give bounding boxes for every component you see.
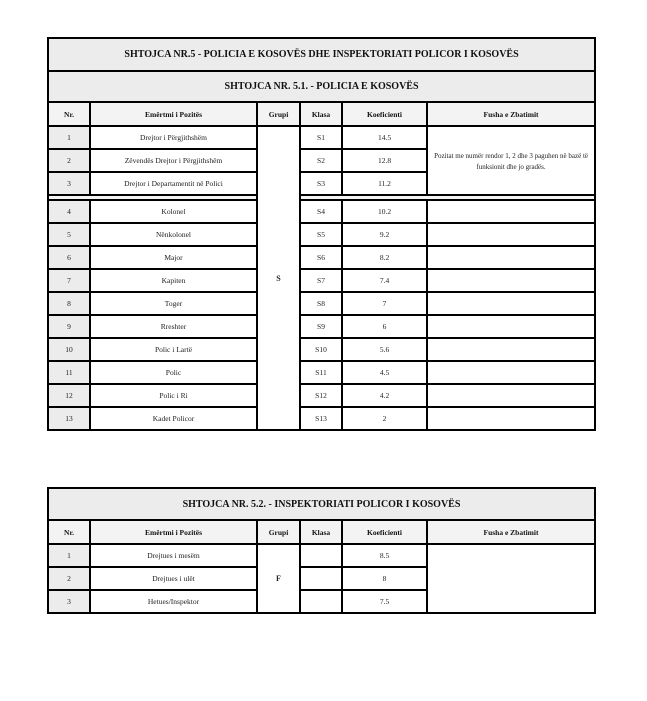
- scope-cell: [427, 384, 595, 407]
- row-number: 2: [48, 567, 90, 590]
- col-header-coefficient: Koeficienti: [342, 102, 427, 126]
- coefficient-cell: 2: [342, 407, 427, 430]
- class-cell: S4: [300, 200, 342, 223]
- class-cell: S8: [300, 292, 342, 315]
- coefficient-cell: 9.2: [342, 223, 427, 246]
- row-number: 11: [48, 361, 90, 384]
- class-cell: S1: [300, 126, 342, 149]
- table-row: [48, 246, 595, 269]
- position-name: Nënkolonel: [90, 223, 257, 246]
- col-header-scope: Fusha e Zbatimit: [427, 102, 595, 126]
- table-policia-e-kosoves: [47, 37, 596, 431]
- coefficient-cell: 4.2: [342, 384, 427, 407]
- class-cell: [300, 590, 342, 613]
- position-name: Drejtues i mesëm: [90, 544, 257, 567]
- coefficient-cell: 14.5: [342, 126, 427, 149]
- row-number: 2: [48, 149, 90, 172]
- col-header-scope: Fusha e Zbatimit: [427, 520, 595, 544]
- scope-cell: [427, 246, 595, 269]
- class-cell: S10: [300, 338, 342, 361]
- position-name: Kadet Policor: [90, 407, 257, 430]
- table-row: [48, 126, 595, 149]
- coefficient-cell: 5.6: [342, 338, 427, 361]
- coefficient-cell: 4.5: [342, 361, 427, 384]
- col-header-nr: Nr.: [48, 102, 90, 126]
- table-row: [48, 200, 595, 223]
- table-row: [48, 315, 595, 338]
- class-cell: S12: [300, 384, 342, 407]
- col-header-nr: Nr.: [48, 520, 90, 544]
- row-number: 8: [48, 292, 90, 315]
- scope-cell: [427, 315, 595, 338]
- class-cell: S11: [300, 361, 342, 384]
- position-name: Toger: [90, 292, 257, 315]
- table1-header-row: [48, 102, 595, 126]
- position-name: Polic: [90, 361, 257, 384]
- row-number: 13: [48, 407, 90, 430]
- row-number: 6: [48, 246, 90, 269]
- table-row: [48, 544, 595, 567]
- row-number: 1: [48, 544, 90, 567]
- col-header-group: Grupi: [257, 520, 300, 544]
- position-name: Hetues/Inspektor: [90, 590, 257, 613]
- table-row: [48, 407, 595, 430]
- class-cell: S13: [300, 407, 342, 430]
- scope-cell: [427, 361, 595, 384]
- row-number: 12: [48, 384, 90, 407]
- table-row: [48, 361, 595, 384]
- coefficient-cell: 10.2: [342, 200, 427, 223]
- table-row: [48, 223, 595, 246]
- col-header-name: Emërtmi i Pozitës: [90, 102, 257, 126]
- table-row: [48, 338, 595, 361]
- coefficient-cell: 7.5: [342, 590, 427, 613]
- class-cell: [300, 544, 342, 567]
- scope-cell: [427, 407, 595, 430]
- table-inspektoriati-policor: [47, 487, 596, 614]
- coefficient-cell: 8.2: [342, 246, 427, 269]
- col-header-coefficient: Koeficienti: [342, 520, 427, 544]
- col-header-group: Grupi: [257, 102, 300, 126]
- coefficient-cell: 7.4: [342, 269, 427, 292]
- table-row: [48, 269, 595, 292]
- class-cell: S5: [300, 223, 342, 246]
- group-cell: F: [257, 544, 300, 613]
- class-cell: S7: [300, 269, 342, 292]
- position-name: Zëvendës Drejtor i Përgjithshëm: [90, 149, 257, 172]
- table-row: [48, 384, 595, 407]
- position-name: Drejtues i ulët: [90, 567, 257, 590]
- scope-cell: [427, 544, 595, 613]
- scope-cell: [427, 338, 595, 361]
- class-cell: [300, 567, 342, 590]
- row-number: 1: [48, 126, 90, 149]
- scope-note: Pozitat me numër rendor 1, 2 dhe 3 paguhen në bazë të funksionit dhe jo gradës.: [427, 126, 595, 195]
- class-cell: S6: [300, 246, 342, 269]
- position-name: Kapiten: [90, 269, 257, 292]
- position-name: Rreshter: [90, 315, 257, 338]
- position-name: Drejtor i Përgjithshëm: [90, 126, 257, 149]
- position-name: Polic i Ri: [90, 384, 257, 407]
- coefficient-cell: 6: [342, 315, 427, 338]
- group-cell: S: [257, 126, 300, 430]
- position-name: Major: [90, 246, 257, 269]
- position-name: Polic i Lartë: [90, 338, 257, 361]
- table-row: [48, 292, 595, 315]
- coefficient-cell: 8.5: [342, 544, 427, 567]
- row-number: 5: [48, 223, 90, 246]
- scope-cell: [427, 200, 595, 223]
- coefficient-cell: 8: [342, 567, 427, 590]
- scope-cell: [427, 292, 595, 315]
- table1-title: SHTOJCA NR. 5.1. - POLICIA E KOSOVËS: [48, 71, 595, 102]
- coefficient-cell: 11.2: [342, 172, 427, 195]
- coefficient-cell: 12.8: [342, 149, 427, 172]
- table2-header-row: [48, 520, 595, 544]
- scope-cell: [427, 223, 595, 246]
- table2-title: SHTOJCA NR. 5.2. - INSPEKTORIATI POLICOR I KOSOVËS: [48, 488, 595, 520]
- row-number: 10: [48, 338, 90, 361]
- col-header-class: Klasa: [300, 102, 342, 126]
- row-number: 3: [48, 172, 90, 195]
- row-number: 3: [48, 590, 90, 613]
- position-name: Drejtor i Departamentit në Polici: [90, 172, 257, 195]
- position-name: Kolonel: [90, 200, 257, 223]
- class-cell: S3: [300, 172, 342, 195]
- row-number: 7: [48, 269, 90, 292]
- row-number: 9: [48, 315, 90, 338]
- scope-cell: [427, 269, 595, 292]
- col-header-class: Klasa: [300, 520, 342, 544]
- main-title: SHTOJCA NR.5 - POLICIA E KOSOVËS DHE INSPEKTORIATI POLICOR I KOSOVËS: [48, 38, 595, 71]
- class-cell: S9: [300, 315, 342, 338]
- class-cell: S2: [300, 149, 342, 172]
- row-number: 4: [48, 200, 90, 223]
- col-header-name: Emërtmi i Pozitës: [90, 520, 257, 544]
- coefficient-cell: 7: [342, 292, 427, 315]
